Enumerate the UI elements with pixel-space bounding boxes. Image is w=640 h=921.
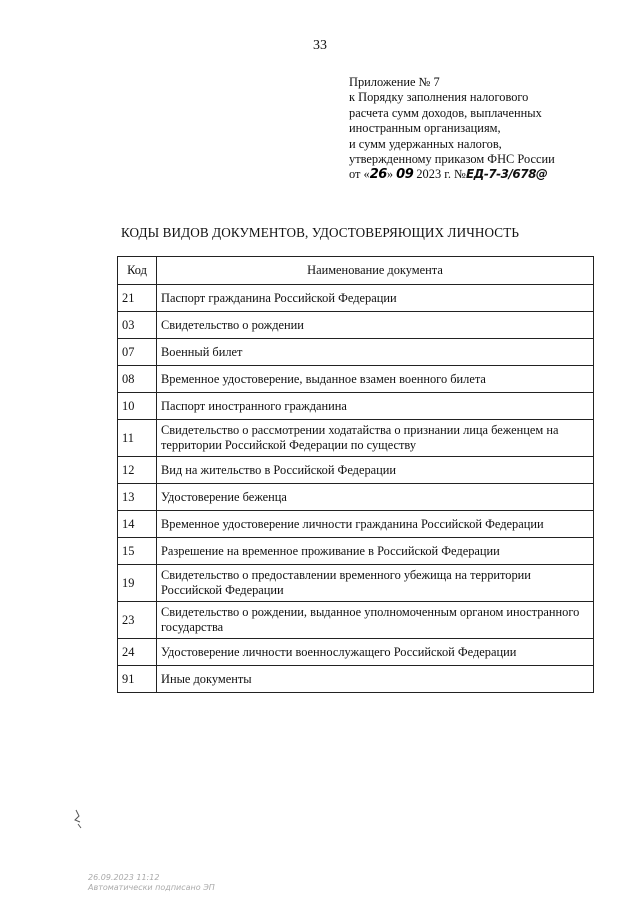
- row-code: 14: [118, 511, 157, 538]
- appendix-line: Приложение № 7: [349, 75, 440, 89]
- row-document-name: Вид на жительство в Российской Федерации: [157, 457, 594, 484]
- row-document-name: Военный билет: [157, 339, 594, 366]
- row-code: 24: [118, 639, 157, 666]
- table-row: [118, 312, 594, 339]
- table-row: [118, 457, 594, 484]
- table-row: [118, 511, 594, 538]
- row-document-name: Свидетельство о предоставлении временного убежища на территории Российской Федерации: [157, 565, 594, 602]
- row-code: 10: [118, 393, 157, 420]
- row-document-name: Свидетельство о рождении: [157, 312, 594, 339]
- row-code: 03: [118, 312, 157, 339]
- appendix-line: к Порядку заполнения налогового: [349, 90, 529, 105]
- margin-mark-icon: [72, 808, 86, 830]
- row-document-name: Свидетельство о рассмотрении ходатайства о признании лица беженцем на территории Российской Федерации по существу: [157, 420, 594, 457]
- handwritten-order-number: ЕД-7-3/678@: [465, 167, 548, 182]
- appendix-block: [349, 75, 634, 183]
- header-code: Код: [118, 257, 157, 285]
- row-code: 91: [118, 666, 157, 693]
- electronic-stamp: [88, 873, 215, 893]
- row-document-name: Удостоверение личности военнослужащего Российской Федерации: [157, 639, 594, 666]
- date-mid: »: [386, 167, 394, 182]
- table-header-row: [118, 257, 594, 285]
- table-row: [118, 393, 594, 420]
- row-code: 21: [118, 285, 157, 312]
- order-date-line: [349, 167, 634, 182]
- row-document-name: Иные документы: [157, 666, 594, 693]
- row-document-name: Паспорт иностранного гражданина: [157, 393, 594, 420]
- handwritten-day: 26: [369, 167, 387, 183]
- table-row: [118, 420, 594, 457]
- document-title: КОДЫ ВИДОВ ДОКУМЕНТОВ, УДОСТОВЕРЯЮЩИХ ЛИЧНОСТЬ: [120, 225, 520, 240]
- table-row: [118, 285, 594, 312]
- table-row: [118, 602, 594, 639]
- date-year: 2023 г. №: [416, 167, 466, 182]
- appendix-line: утвержденному приказом ФНС России: [349, 152, 555, 167]
- row-document-name: Временное удостоверение личности гражданина Российской Федерации: [157, 511, 594, 538]
- row-document-name: Свидетельство о рождении, выданное уполномоченным органом иностранного государства: [157, 602, 594, 639]
- row-code: 12: [118, 457, 157, 484]
- document-codes-table: [117, 256, 594, 693]
- appendix-line: иностранным организациям,: [349, 121, 501, 136]
- table-row: [118, 639, 594, 666]
- table-row: [118, 666, 594, 693]
- stamp-line: 26.09.2023 11:12: [88, 873, 160, 882]
- row-code: 23: [118, 602, 157, 639]
- appendix-line: расчета сумм доходов, выплаченных: [349, 105, 542, 120]
- row-code: 19: [118, 565, 157, 602]
- row-code: 13: [118, 484, 157, 511]
- date-prefix: от «: [349, 167, 370, 182]
- row-code: 07: [118, 339, 157, 366]
- appendix-line: и сумм удержанных налогов,: [349, 136, 502, 151]
- table-row: [118, 538, 594, 565]
- table-row: [118, 339, 594, 366]
- table-row: [118, 366, 594, 393]
- row-document-name: Временное удостоверение, выданное взамен военного билета: [157, 366, 594, 393]
- row-code: 15: [118, 538, 157, 565]
- row-document-name: Паспорт гражданина Российской Федерации: [157, 285, 594, 312]
- stamp-line: Автоматически подписано ЭП: [88, 883, 215, 892]
- handwritten-month: 09: [396, 167, 414, 183]
- row-code: 11: [118, 420, 157, 457]
- row-document-name: Удостоверение беженца: [157, 484, 594, 511]
- table-row: [118, 565, 594, 602]
- page-number: 33: [313, 38, 327, 53]
- header-name: Наименование документа: [157, 257, 594, 285]
- row-document-name: Разрешение на временное проживание в Российской Федерации: [157, 538, 594, 565]
- row-code: 08: [118, 366, 157, 393]
- table-row: [118, 484, 594, 511]
